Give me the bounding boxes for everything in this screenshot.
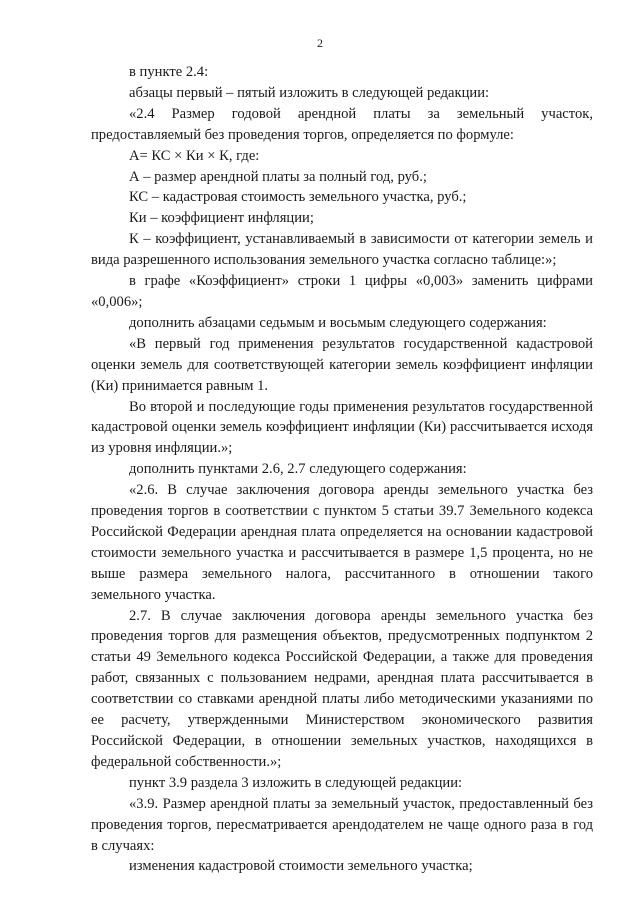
page-number: 2 xyxy=(317,36,323,50)
paragraph: пункт 3.9 раздела 3 изложить в следующей редакции: xyxy=(129,774,463,791)
paragraph: «2.6. В случае заключения договора аренды земельного участка без проведения торгов в соответствии с пунктом 5 статьи 39.7 Земельного кодекса Российской Федерации арендная плата определяется на основании кадастровой стоимости земельного участка и рассчитывается в размере 1,5 процента, но не выше размера земельного налога, рассчитанного в отношении такого земельного участка. xyxy=(91,482,593,603)
paragraph: «В первый год применения результатов государственной кадастровой оценки земель для соответствующей категории земель коэффициент инфляции (Ки) принимается равным 1. xyxy=(91,335,593,394)
paragraph: в пункте 2.4: xyxy=(129,64,209,80)
paragraph: абзацы первый – пятый изложить в следующей редакции: xyxy=(129,84,490,101)
paragraph: 2.7. В случае заключения договора аренды земельного участка без проведения торгов для размещения объектов, предусмотренных подпунктом 2 статьи 49 Земельного кодекса Российской Федерации, а также для проведения работ, связанных с пользованием недрами, арендная плата рассчитывается в соответствии со ставками арендной платы либо методическими указаниями по ее расчету, утвержденными Министерством экономического развития Российской Федерации, в отношении земельных участков, находящихся в федеральной собственности.»; xyxy=(91,607,593,770)
paragraph: К – коэффициент, устанавливаемый в зависимости от категории земель и вида разрешенного использования земельного участка согласно таблице:»; xyxy=(91,231,593,269)
paragraph: «3.9. Размер арендной платы за земельный участок, предоставленный без проведения торгов, пересматривается арендодателем не чаще одного раза в год в случаях: xyxy=(91,795,593,854)
paragraph: «2.4 Размер годовой арендной платы за земельный участок, предоставляемый без проведения торгов, определяется по формуле: xyxy=(91,105,593,143)
paragraph: дополнить пунктами 2.6, 2.7 следующего содержания: xyxy=(129,461,467,478)
document-body xyxy=(91,62,593,877)
paragraph: А – размер арендной платы за полный год, руб.; xyxy=(129,168,427,185)
paragraph: Во второй и последующие годы применения результатов государственной кадастровой оценки земель коэффициент инфляции (Ки) рассчитывается исходя из уровня инфляции.»; xyxy=(91,398,593,457)
paragraph: в графе «Коэффициент» строки 1 цифры «0,003» заменить цифрами «0,006»; xyxy=(91,273,593,310)
formula-line: А= КС × Ки × К, где: xyxy=(129,147,260,164)
paragraph: Ки – коэффициент инфляции; xyxy=(129,210,314,227)
paragraph: КС – кадастровая стоимость земельного участка, руб.; xyxy=(129,189,467,206)
paragraph: изменения кадастровой стоимости земельного участка; xyxy=(129,858,473,875)
paragraph: дополнить абзацами седьмым и восьмым следующего содержания: xyxy=(129,314,547,331)
